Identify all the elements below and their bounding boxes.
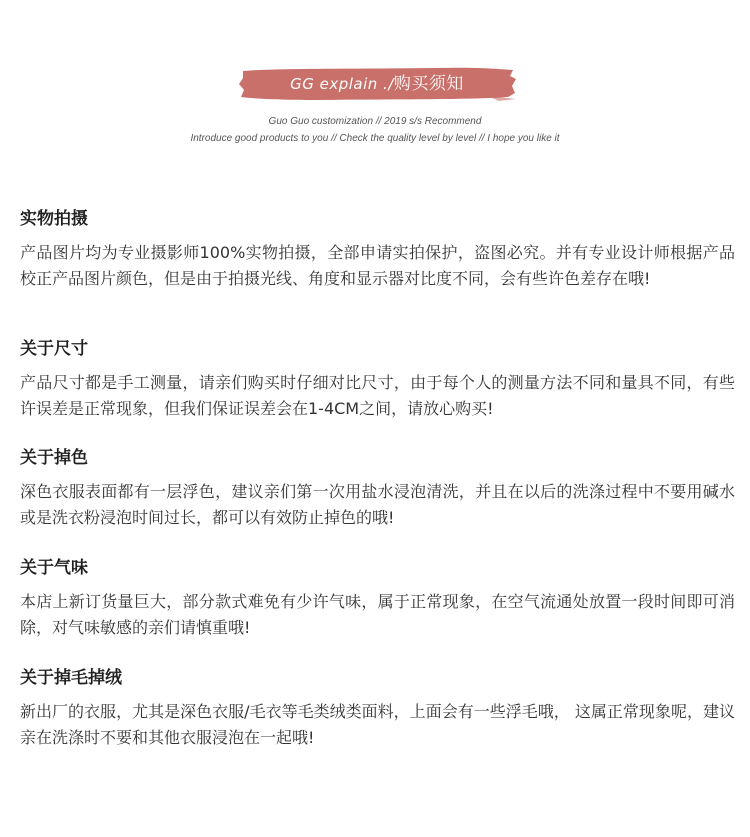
- section-title: 关于掉毛掉绒: [20, 668, 122, 688]
- section-size: [20, 336, 735, 422]
- section-body: 产品尺寸都是手工测量，请亲们购买时仔细对比尺寸，由于每个人的测量方法不同和量具不同，有些许误差是正常现象，但我们保证误差会在1-4CM之间，请放心购买!: [20, 373, 735, 418]
- page-header: [0, 0, 750, 160]
- section-title: 关于掉色: [20, 448, 88, 468]
- section-body: 产品图片均为专业摄影师100%实物拍摄，全部申请实拍保护，盗图必究。并有专业设计师根据产品校正产品图片颜色，但是由于拍摄光线、角度和显示器对比度不同，会有些许色差存在哦!: [20, 243, 735, 288]
- section-odor: [20, 555, 735, 641]
- banner-title-cn: 购买须知: [393, 74, 464, 94]
- section-body: 深色衣服表面都有一层浮色，建议亲们第一次用盐水浸泡清洗，并且在以后的洗涤过程中不要用碱水或是洗衣粉浸泡时间过长，都可以有效防止掉色的哦!: [20, 482, 735, 527]
- banner-title: [237, 66, 517, 102]
- subtitle-line-2: Introduce good products to you // Check the quality level by level // I hope you like it: [190, 133, 560, 144]
- section-title: 实物拍摄: [20, 209, 88, 229]
- section-body: 本店上新订货量巨大，部分款式难免有少许气味，属于正常现象，在空气流通处放置一段时间即可消除，对气味敏感的亲们请慎重哦!: [20, 592, 735, 637]
- banner-title-en: GG explain ./: [290, 75, 394, 93]
- subtitle-line-1: Guo Guo customization // 2019 s/s Recommend: [268, 116, 482, 127]
- section-title: 关于尺寸: [20, 339, 88, 359]
- section-body: 新出厂的衣服，尤其是深色衣服/毛衣等毛类绒类面料，上面会有一些浮毛哦， 这属正常现象呢，建议亲在洗涤时不要和其他衣服浸泡在一起哦!: [20, 702, 735, 747]
- title-banner: [237, 66, 517, 102]
- section-color-fading: [20, 445, 735, 531]
- section-shedding: [20, 665, 735, 751]
- section-photography: [20, 206, 735, 292]
- section-title: 关于气味: [20, 558, 88, 578]
